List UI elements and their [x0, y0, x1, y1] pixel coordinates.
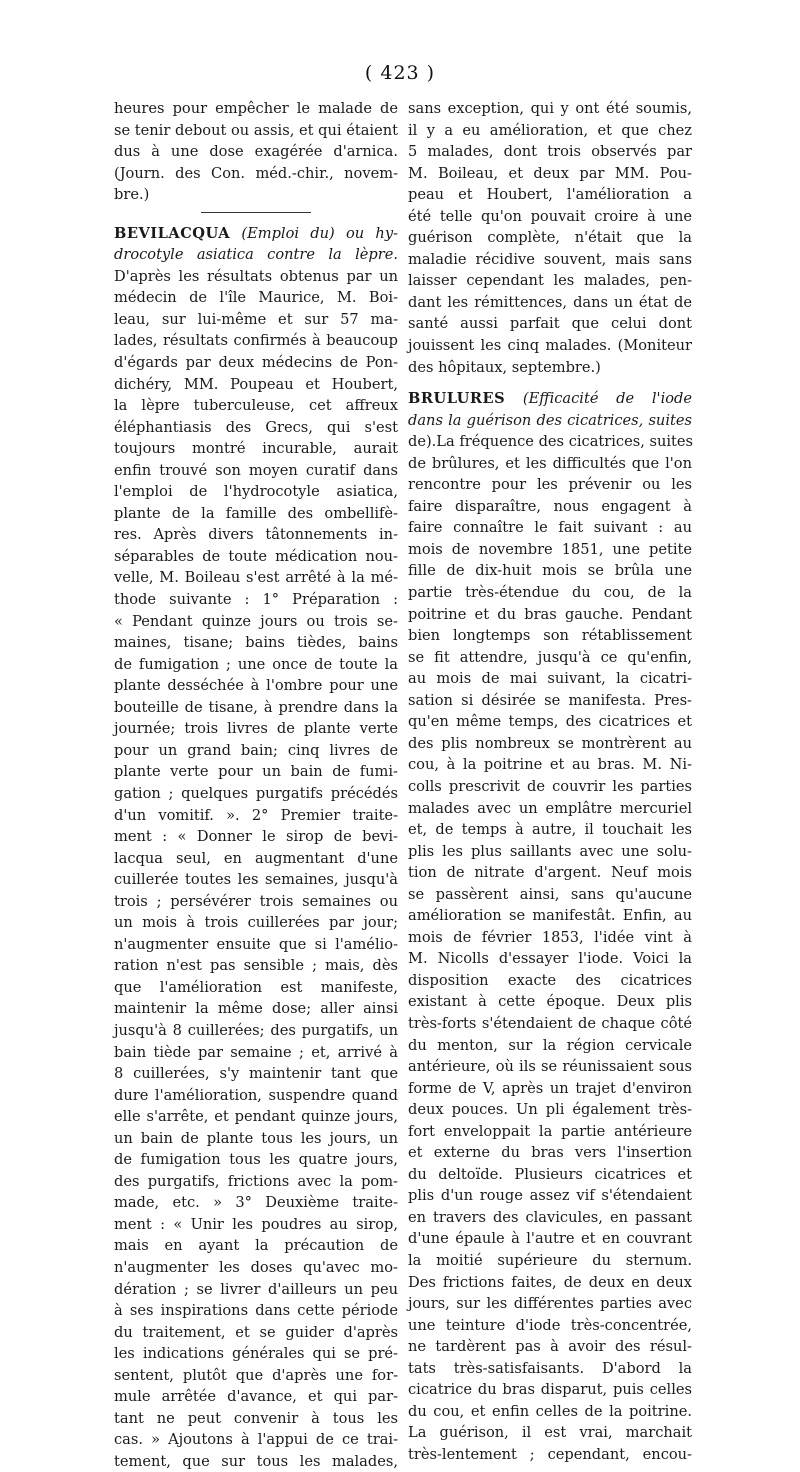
- text-line: sans exception, qui y ont été soumis,: [408, 100, 692, 117]
- text-line: partie très-étendue du cou, de la: [408, 584, 692, 602]
- text-line: cicatrice du bras disparut, puis celles: [408, 1381, 692, 1399]
- text-line: du deltoïde. Plusieurs cicatrices et: [408, 1165, 692, 1183]
- text-line: bien longtemps son rétablissement: [408, 627, 692, 645]
- text-line: ration n'est pas sensible ; mais, dès: [114, 957, 398, 975]
- text-line: la moitié supérieure du sternum.: [408, 1251, 692, 1269]
- text-line: existant à cette époque. Deux plis: [408, 993, 692, 1011]
- text-line: la lèpre tuberculeuse, cet affreux: [114, 397, 398, 415]
- text-line: 5 malades, dont trois observés par: [408, 143, 692, 161]
- text-line: dant les rémittences, dans un état de: [408, 293, 692, 311]
- text-line: toujours montré incurable, aurait: [114, 440, 398, 458]
- text-line: maladie récidive souvent, mais sans: [408, 250, 692, 268]
- text-line: n'augmenter ensuite que si l'amélio-: [114, 935, 398, 953]
- text-line: dichéry, MM. Poupeau et Houbert,: [114, 375, 398, 393]
- text-line: (Journ. des Con. méd.-chir., novem-: [114, 164, 398, 182]
- text-line: plis les plus saillants avec une solu-: [408, 842, 692, 860]
- text-line: antérieure, où ils se réunissaient sous: [408, 1058, 692, 1076]
- text-line: poitrine et du bras gauche. Pendant: [408, 605, 692, 623]
- text-line: au mois de mai suivant, la cicatri-: [408, 670, 692, 688]
- text-line: n'augmenter les doses qu'avec mo-: [114, 1258, 398, 1276]
- text-line: éléphantiasis des Grecs, qui s'est: [114, 418, 398, 436]
- entry-heading: BEVILACQUA: [114, 224, 231, 242]
- text-line: très-forts s'étendaient de chaque côté: [408, 1014, 692, 1032]
- left-column: [114, 98, 398, 1472]
- text-line: en travers des clavicules, en passant: [408, 1208, 692, 1226]
- text-line: de).La fréquence des cicatrices, suites: [408, 433, 694, 451]
- text-line: maines, tisane; bains tièdes, bains: [114, 634, 398, 652]
- text-line: peau et Houbert, l'amélioration a: [408, 186, 692, 204]
- text-line: dure l'amélioration, suspendre quand: [114, 1086, 398, 1104]
- text-line: mois de février 1853, l'idée vint à: [408, 928, 692, 946]
- text-line: D'après les résultats obtenus par un: [114, 267, 398, 285]
- text-line: séparables de toute médication nou-: [114, 547, 398, 565]
- text-line: d'un vomitif. ». 2° Premier traite-: [114, 806, 398, 824]
- text-line: que l'amélioration est manifeste,: [114, 978, 398, 996]
- text-line: elle s'arrête, et pendant quinze jours,: [114, 1108, 398, 1126]
- text-line: res. Après divers tâtonnements in-: [114, 526, 398, 544]
- text-line: médecin de l'île Maurice, M. Boi-: [114, 289, 398, 307]
- text-line: made, etc. » 3° Deuxième traite-: [114, 1194, 398, 1212]
- text-line: cas. » Ajoutons à l'appui de ce trai-: [114, 1431, 398, 1449]
- text-line: maintenir la même dose; aller ainsi: [114, 1000, 398, 1018]
- text-line: de fumigation tous les quatre jours,: [114, 1151, 398, 1169]
- text-line: d'égards par deux médecins de Pon-: [114, 354, 398, 372]
- text-line: se tenir debout ou assis, et qui étaient: [114, 121, 398, 139]
- entry-subtitle: (Emploi du) ou hy-: [230, 224, 398, 242]
- text-line: dans la guérison des cicatrices, suites: [408, 411, 692, 429]
- text-line: se fit attendre, jusqu'à ce qu'enfin,: [408, 648, 692, 666]
- text-line: bre.): [114, 186, 150, 204]
- text-line: amélioration se manifestât. Enfin, au: [408, 907, 692, 925]
- text-line: et, de temps à autre, il touchait les: [408, 821, 692, 839]
- text-line: du cou, et enfin celles de la poitrine.: [408, 1402, 692, 1420]
- text-line: M. Nicolls d'essayer l'iode. Voici la: [408, 950, 692, 968]
- text-line: fort enveloppait la partie antérieure: [408, 1122, 692, 1140]
- text-line: d'une épaule à l'autre et en couvrant: [408, 1230, 692, 1248]
- text-line: laisser cependant les malades, pen-: [408, 272, 692, 290]
- text-line: ment : « Unir les poudres au sirop,: [114, 1215, 398, 1233]
- text-line: colls prescrivit de couvrir les parties: [408, 777, 692, 795]
- text-line: guérison complète, n'était que la: [408, 229, 692, 247]
- text-line: jouissent les cinq malades. (Moniteur: [408, 337, 692, 355]
- text-line: disposition exacte des cicatrices: [408, 971, 692, 989]
- text-line: M. Boileau, et deux par MM. Pou-: [408, 164, 692, 182]
- text-line: plis d'un rouge assez vif s'étendaient: [408, 1187, 692, 1205]
- text-line: forme de V, après un trajet d'environ: [408, 1079, 692, 1097]
- text-line: ment : « Donner le sirop de bevi-: [114, 828, 398, 846]
- text-line: bouteille de tisane, à prendre dans la: [114, 698, 398, 716]
- text-line: une teinture d'iode très-concentrée,: [408, 1316, 692, 1334]
- text-line: gation ; quelques purgatifs précédés: [114, 784, 398, 802]
- text-line: faire connaître le fait suivant : au: [408, 519, 692, 537]
- text-line: des hôpitaux, septembre.): [408, 358, 601, 376]
- text-line: Des frictions faites, de deux en deux: [408, 1273, 692, 1291]
- text-line: du menton, sur la région cervicale: [408, 1036, 692, 1054]
- text-line: cou, à la poitrine et au bras. M. Ni-: [408, 756, 692, 774]
- text-line: mois de novembre 1851, une petite: [408, 540, 692, 558]
- text-line: sation si désirée se manifesta. Pres-: [408, 691, 692, 709]
- text-line: tats très-satisfaisants. D'abord la: [408, 1359, 692, 1377]
- text-line: un bain de plante tous les jours, un: [114, 1129, 398, 1147]
- text-line: été telle qu'on pouvait croire à une: [408, 207, 692, 225]
- section-divider: [201, 212, 311, 213]
- text-line: enfin trouvé son moyen curatif dans: [114, 461, 398, 479]
- text-line: mais en ayant la précaution de: [114, 1237, 398, 1255]
- text-line: plante de la famille des ombellifè-: [114, 504, 398, 522]
- text-line: les indications générales qui se pré-: [114, 1345, 398, 1363]
- paragraph-gap: [408, 378, 692, 388]
- text-line: jours, sur les différentes parties avec: [408, 1295, 692, 1313]
- text-line: journée; trois livres de plante verte: [114, 720, 398, 738]
- text-line: sentent, plutôt que d'après une for-: [114, 1366, 398, 1384]
- text-line: un mois à trois cuillerées par jour;: [114, 914, 398, 932]
- text-line: drocotyle asiatica contre la lèpre.: [114, 246, 398, 264]
- text-line: [114, 223, 398, 245]
- text-line: faire disparaître, nous engagent à: [408, 497, 692, 515]
- text-line: leau, sur lui-même et sur 57 ma-: [114, 310, 398, 328]
- text-line: de fumigation ; une once de toute la: [114, 655, 398, 673]
- right-column: [408, 98, 692, 1465]
- entry-subtitle: (Efficacité de l'iode: [505, 390, 692, 408]
- text-line: très-lentement ; cependant, encou-: [408, 1445, 692, 1463]
- text-line: du traitement, et se guider d'après: [114, 1323, 398, 1341]
- text-line: qu'en même temps, des cicatrices et: [408, 713, 692, 731]
- text-line: lacqua seul, en augmentant d'une: [114, 849, 398, 867]
- text-line: des purgatifs, frictions avec la pom-: [114, 1172, 398, 1190]
- text-line: deux pouces. Un pli également très-: [408, 1101, 692, 1119]
- text-line: bain tiède par semaine ; et, arrivé à: [114, 1043, 398, 1061]
- text-line: pour un grand bain; cinq livres de: [114, 741, 398, 759]
- text-line: ne tardèrent pas à avoir des résul-: [408, 1338, 692, 1356]
- text-line: dus à une dose exagérée d'arnica.: [114, 143, 398, 161]
- text-line: trois ; persévérer trois semaines ou: [114, 892, 398, 910]
- text-line: mule arrêtée d'avance, et qui par-: [114, 1388, 398, 1406]
- text-line: et externe du bras vers l'insertion: [408, 1144, 692, 1162]
- entry-heading: BRULURES: [408, 390, 506, 408]
- text-line: tant ne peut convenir à tous les: [114, 1409, 398, 1427]
- text-line: heures pour empêcher le malade de: [114, 100, 398, 117]
- text-line: [408, 388, 692, 410]
- text-line: tement, que sur tous les malades,: [114, 1452, 398, 1470]
- text-line: il y a eu amélioration, et que chez: [408, 121, 692, 139]
- text-line: jusqu'à 8 cuillerées; des purgatifs, un: [114, 1021, 398, 1039]
- text-line: 8 cuillerées, s'y maintenir tant que: [114, 1065, 398, 1083]
- text-line: malades avec un emplâtre mercuriel: [408, 799, 692, 817]
- text-line: fille de dix-huit mois se brûla une: [408, 562, 692, 580]
- text-line: « Pendant quinze jours ou trois se-: [114, 612, 398, 630]
- text-line: santé aussi parfait que celui dont: [408, 315, 692, 333]
- text-line: lades, résultats confirmés à beaucoup: [114, 332, 398, 350]
- text-line: rencontre pour les prévenir ou les: [408, 476, 692, 494]
- text-line: dération ; se livrer d'ailleurs un peu: [114, 1280, 398, 1298]
- text-line: velle, M. Boileau s'est arrêté à la mé-: [114, 569, 398, 587]
- text-line: La guérison, il est vrai, marchait: [408, 1424, 692, 1442]
- text-line: à ses inspirations dans cette période: [114, 1302, 398, 1320]
- text-line: cuillerée toutes les semaines, jusqu'à: [114, 871, 398, 889]
- text-line: tion de nitrate d'argent. Neuf mois: [408, 864, 692, 882]
- page-number: ( 423 ): [364, 62, 436, 84]
- text-line: plante verte pour un bain de fumi-: [114, 763, 398, 781]
- text-line: des plis nombreux se montrèrent au: [408, 734, 692, 752]
- text-line: l'emploi de l'hydrocotyle asiatica,: [114, 483, 398, 501]
- text-line: plante desséchée à l'ombre pour une: [114, 677, 398, 695]
- text-line: se passèrent ainsi, sans qu'aucune: [408, 885, 692, 903]
- text-line: thode suivante : 1° Préparation :: [114, 591, 398, 609]
- text-line: de brûlures, et les difficultés que l'on: [408, 454, 692, 472]
